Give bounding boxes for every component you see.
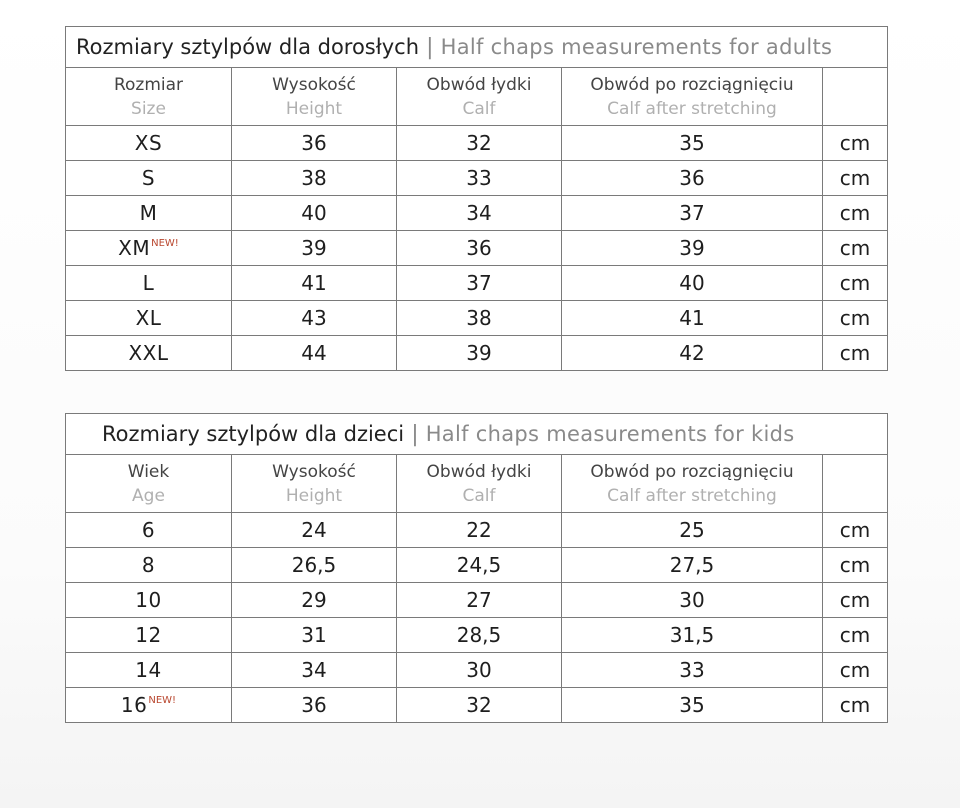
size-cell: [66, 548, 232, 583]
size-value: XXL: [128, 341, 169, 365]
title-english: Half chaps measurements for adults: [440, 34, 833, 59]
header-cell-size: [66, 68, 232, 126]
size-value: 8: [141, 553, 156, 577]
calf-stretched-value: 31,5: [669, 623, 715, 647]
size-cell: [66, 266, 232, 301]
table-header-row: [66, 68, 888, 126]
size-cell: [66, 126, 232, 161]
table-row: [66, 336, 888, 371]
calf-stretched-cell: [562, 301, 823, 336]
unit-cell: [823, 196, 888, 231]
size-cell: [66, 301, 232, 336]
unit-cell: [823, 653, 888, 688]
unit-value: cm: [839, 201, 871, 225]
height-cell: [232, 161, 397, 196]
height-value: 36: [301, 693, 327, 717]
title-polish: Rozmiary sztylpów dla dzieci: [102, 421, 405, 446]
height-value: 38: [301, 166, 327, 190]
calf-stretched-cell: [562, 231, 823, 266]
calf-stretched-cell: [562, 126, 823, 161]
calf-stretched-cell: [562, 196, 823, 231]
height-cell: [232, 336, 397, 371]
unit-value: cm: [839, 306, 871, 330]
height-value: 41: [301, 271, 327, 295]
title-separator: |: [426, 34, 434, 60]
size-value: 14: [135, 658, 162, 682]
height-value: 44: [301, 341, 327, 365]
height-value: 24: [301, 518, 327, 542]
table-title: [66, 414, 888, 455]
calf-cell: [397, 266, 562, 301]
calf-cell: [397, 126, 562, 161]
size-cell: [66, 618, 232, 653]
header-label-en: Calf: [462, 485, 496, 506]
unit-value: cm: [839, 518, 871, 542]
size-cell: [66, 196, 232, 231]
height-cell: [232, 231, 397, 266]
calf-cell: [397, 301, 562, 336]
height-cell: [232, 583, 397, 618]
table-row: [66, 196, 888, 231]
height-value: 40: [301, 201, 327, 225]
header-label-pl: Obwód po rozciągnięciu: [590, 461, 794, 482]
header-label-en: Calf: [462, 98, 496, 119]
table-row: [66, 126, 888, 161]
unit-value: cm: [839, 271, 871, 295]
calf-value: 28,5: [456, 623, 502, 647]
calf-cell: [397, 583, 562, 618]
size-value: 16: [120, 693, 148, 717]
height-cell: [232, 513, 397, 548]
header-label-pl: Wiek: [127, 461, 170, 482]
table-row: [66, 266, 888, 301]
title-polish: Rozmiary sztylpów dla dorosłych: [76, 34, 420, 59]
height-value: 36: [301, 131, 327, 155]
table-title: [66, 27, 888, 68]
header-label-en: Size: [131, 98, 166, 119]
size-cell: [66, 688, 232, 723]
header-label-pl: Obwód łydki: [426, 74, 532, 95]
unit-cell: [823, 126, 888, 161]
calf-stretched-value: 27,5: [669, 553, 715, 577]
size-value: S: [141, 166, 156, 190]
table-row: [66, 301, 888, 336]
calf-value: 32: [466, 693, 492, 717]
size-cell: [66, 336, 232, 371]
table-row: [66, 583, 888, 618]
calf-stretched-cell: [562, 688, 823, 723]
header-cell-height: [232, 455, 397, 513]
calf-cell: [397, 618, 562, 653]
calf-value: 36: [466, 236, 492, 260]
kids-size-table: [65, 413, 888, 723]
calf-stretched-value: 40: [679, 271, 705, 295]
calf-cell: [397, 513, 562, 548]
size-value: XS: [134, 131, 163, 155]
height-cell: [232, 618, 397, 653]
unit-cell: [823, 161, 888, 196]
unit-cell: [823, 266, 888, 301]
unit-value: cm: [839, 131, 871, 155]
header-label-en: Age: [132, 485, 165, 506]
calf-stretched-value: 25: [679, 518, 705, 542]
calf-cell: [397, 161, 562, 196]
unit-value: cm: [839, 588, 871, 612]
table-row: [66, 161, 888, 196]
header-label-en: Calf after stretching: [607, 485, 777, 506]
calf-stretched-cell: [562, 161, 823, 196]
size-value: 6: [141, 518, 156, 542]
calf-stretched-cell: [562, 266, 823, 301]
calf-stretched-value: 41: [679, 306, 705, 330]
header-cell-calf-stretched: [562, 455, 823, 513]
height-cell: [232, 548, 397, 583]
calf-stretched-cell: [562, 583, 823, 618]
new-badge: NEW!: [148, 695, 177, 706]
calf-value: 38: [466, 306, 492, 330]
table-row: [66, 653, 888, 688]
adult-table-body: [66, 27, 888, 371]
table-header-row: [66, 455, 888, 513]
calf-stretched-cell: [562, 513, 823, 548]
table-row: [66, 548, 888, 583]
header-label-pl: Obwód łydki: [426, 461, 532, 482]
size-cell: [66, 513, 232, 548]
unit-cell: [823, 583, 888, 618]
calf-stretched-value: 37: [679, 201, 705, 225]
calf-value: 30: [466, 658, 492, 682]
height-value: 29: [301, 588, 327, 612]
header-cell-unit: [823, 455, 888, 513]
calf-value: 34: [466, 201, 492, 225]
calf-stretched-cell: [562, 548, 823, 583]
size-cell: [66, 583, 232, 618]
unit-value: cm: [839, 166, 871, 190]
calf-value: 24,5: [456, 553, 502, 577]
height-value: 39: [301, 236, 327, 260]
calf-cell: [397, 196, 562, 231]
unit-value: cm: [839, 236, 871, 260]
table-title-row: [66, 414, 888, 455]
table-title-row: [66, 27, 888, 68]
calf-value: 39: [466, 341, 492, 365]
unit-value: cm: [839, 693, 871, 717]
height-value: 43: [301, 306, 327, 330]
height-cell: [232, 688, 397, 723]
header-cell-age: [66, 455, 232, 513]
unit-cell: [823, 336, 888, 371]
height-value: 31: [301, 623, 327, 647]
header-label-en: Height: [285, 98, 343, 119]
unit-value: cm: [839, 658, 871, 682]
header-label-pl: Obwód po rozciągnięciu: [590, 74, 794, 95]
calf-cell: [397, 653, 562, 688]
unit-value: cm: [839, 553, 871, 577]
size-value: XL: [135, 306, 162, 330]
unit-cell: [823, 688, 888, 723]
unit-value: cm: [839, 623, 871, 647]
header-cell-height: [232, 68, 397, 126]
calf-stretched-value: 33: [679, 658, 705, 682]
calf-cell: [397, 336, 562, 371]
calf-stretched-value: 39: [679, 236, 705, 260]
calf-value: 27: [466, 588, 492, 612]
unit-cell: [823, 513, 888, 548]
table-row: [66, 688, 888, 723]
calf-stretched-value: 35: [679, 131, 705, 155]
height-value: 26,5: [291, 553, 337, 577]
calf-value: 32: [466, 131, 492, 155]
table-row: [66, 513, 888, 548]
size-cell: [66, 231, 232, 266]
height-cell: [232, 266, 397, 301]
size-value: 12: [135, 623, 162, 647]
calf-stretched-value: 35: [679, 693, 705, 717]
height-cell: [232, 301, 397, 336]
table-row: [66, 618, 888, 653]
header-label-pl: Wysokość: [272, 461, 356, 482]
header-cell-unit: [823, 68, 888, 126]
size-value: M: [139, 201, 158, 225]
header-cell-calf: [397, 455, 562, 513]
calf-stretched-value: 42: [679, 341, 705, 365]
adult-size-table: [65, 26, 888, 371]
unit-cell: [823, 301, 888, 336]
kids-table-body: [66, 414, 888, 723]
size-cell: [66, 161, 232, 196]
calf-cell: [397, 548, 562, 583]
size-value: 10: [135, 588, 162, 612]
height-cell: [232, 196, 397, 231]
size-value: XM: [118, 236, 151, 260]
calf-stretched-value: 36: [679, 166, 705, 190]
unit-cell: [823, 618, 888, 653]
title-english: Half chaps measurements for kids: [425, 421, 795, 446]
header-cell-calf: [397, 68, 562, 126]
calf-cell: [397, 231, 562, 266]
header-label-pl: Wysokość: [272, 74, 356, 95]
header-label-en: Height: [285, 485, 343, 506]
header-cell-calf-stretched: [562, 68, 823, 126]
calf-stretched-value: 30: [679, 588, 705, 612]
unit-cell: [823, 231, 888, 266]
calf-value: 37: [466, 271, 492, 295]
title-separator: |: [411, 421, 419, 447]
calf-stretched-cell: [562, 653, 823, 688]
calf-cell: [397, 688, 562, 723]
size-value: L: [142, 271, 155, 295]
calf-stretched-cell: [562, 336, 823, 371]
header-label-pl: Rozmiar: [113, 74, 184, 95]
table-row: [66, 231, 888, 266]
unit-value: cm: [839, 341, 871, 365]
size-cell: [66, 653, 232, 688]
calf-value: 22: [466, 518, 492, 542]
height-cell: [232, 126, 397, 161]
height-value: 34: [301, 658, 327, 682]
header-label-en: Calf after stretching: [607, 98, 777, 119]
new-badge: NEW!: [151, 238, 179, 249]
unit-cell: [823, 548, 888, 583]
height-cell: [232, 653, 397, 688]
calf-stretched-cell: [562, 618, 823, 653]
calf-value: 33: [466, 166, 492, 190]
